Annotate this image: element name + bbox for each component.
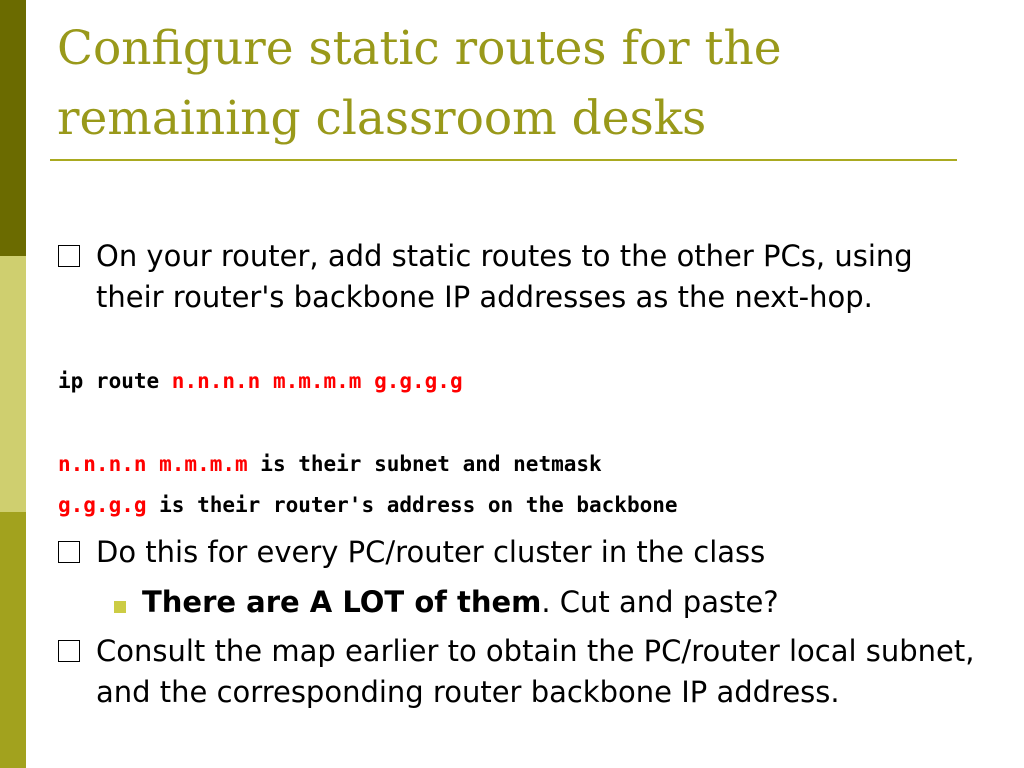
code-line-ip-route	[58, 367, 463, 395]
hollow-square-bullet-icon	[58, 245, 80, 267]
decorative-side-bar	[0, 0, 26, 768]
side-bar-middle-segment	[0, 256, 26, 512]
code-line-subnet-netmask	[58, 450, 602, 478]
bullet-add-static-routes	[58, 236, 988, 318]
bullet-text: Do this for every PC/router cluster in the class	[96, 535, 766, 569]
code-args: n.n.n.n m.m.m.m g.g.g.g	[171, 369, 463, 393]
bullet-every-cluster	[58, 532, 988, 573]
code-line-gateway	[58, 491, 678, 519]
bullet-consult-map	[58, 631, 988, 713]
filled-square-bullet-icon	[114, 601, 126, 613]
code-description: is their router's address on the backbone	[146, 493, 678, 517]
code-placeholder: n.n.n.n m.m.m.m	[58, 452, 248, 476]
bullet-text: On your router, add static routes to the other PCs, using their router's backbone IP addresses as the next-hop.	[96, 239, 913, 314]
slide-title: Configure static routes for the remaining classroom desks	[57, 21, 782, 146]
code-keyword: ip route	[58, 369, 172, 393]
sub-bullet-bold-text: There are A LOT of them	[142, 585, 542, 619]
side-bar-top-segment	[0, 0, 26, 256]
code-placeholder: g.g.g.g	[58, 493, 147, 517]
bullet-text: Consult the map earlier to obtain the PC/router local subnet, and the corresponding router backbone IP address.	[96, 634, 975, 709]
sub-bullet-a-lot	[112, 582, 992, 623]
hollow-square-bullet-icon	[58, 541, 80, 563]
hollow-square-bullet-icon	[58, 640, 80, 662]
code-description: is their subnet and netmask	[247, 452, 602, 476]
side-bar-bottom-segment	[0, 512, 26, 768]
title-divider	[50, 159, 957, 161]
sub-bullet-text: . Cut and paste?	[541, 585, 779, 619]
